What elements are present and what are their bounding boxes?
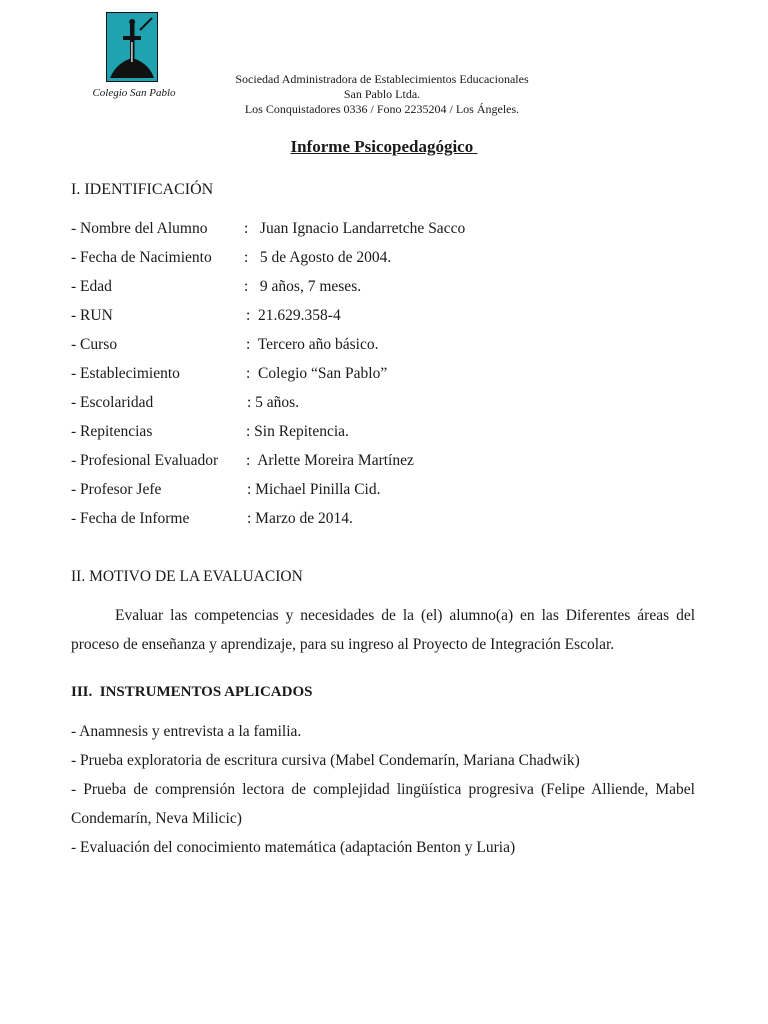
organization-header xyxy=(200,72,564,117)
ident-value: : Colegio “San Pablo” xyxy=(246,365,388,382)
section-motivo-heading: II. MOTIVO DE LA EVALUACION xyxy=(71,568,303,585)
ident-value: : 5 de Agosto de 2004. xyxy=(244,249,392,266)
ident-label: - Fecha de Informe xyxy=(71,510,190,527)
ident-value: : Juan Ignacio Landarretche Sacco xyxy=(244,220,466,237)
ident-label: - Profesor Jefe xyxy=(71,481,162,498)
page-title: Informe Psicopedagógico xyxy=(290,137,478,156)
ident-value: : 9 años, 7 meses. xyxy=(244,278,362,295)
instrument-item: - Anamnesis y entrevista a la familia. xyxy=(71,723,302,740)
section-identificacion-heading: I. IDENTIFICACIÓN xyxy=(71,181,214,198)
ident-label: - Profesional Evaluador xyxy=(71,452,219,469)
ident-label: - Repitencias xyxy=(71,423,153,440)
org-company: San Pablo Ltda. xyxy=(343,87,421,101)
ident-value: : Sin Repitencia. xyxy=(246,423,349,440)
ident-label: - Curso xyxy=(71,336,118,353)
ident-label: - Nombre del Alumno xyxy=(71,220,208,237)
ident-label: - RUN xyxy=(71,307,113,324)
instrument-item: - Prueba exploratoria de escritura cursiva (Mabel Condemarín, Mariana Chadwik) xyxy=(71,752,580,769)
ident-label: - Fecha de Nacimiento xyxy=(71,249,212,266)
org-address: Los Conquistadores 0336 / Fono 2235204 / Los Ángeles. xyxy=(244,102,520,116)
ident-value: : Arlette Moreira Martínez xyxy=(246,452,414,469)
logo-caption: Colegio San Pablo xyxy=(92,87,176,99)
instrument-item: - Prueba de comprensión lectora de complejidad lingüística progresiva (Felipe Alliende, Mabel Condemarín, Neva Milicic) xyxy=(71,781,695,827)
motivo-text: Evaluar las competencias y necesidades de la (el) alumno(a) en las Diferentes áreas del proceso de enseñanza y aprendizaje, para su ingreso al Proyecto de Integración Escolar. xyxy=(71,607,695,653)
motivo-paragraph xyxy=(71,601,695,659)
ident-label: - Escolaridad xyxy=(71,394,154,411)
ident-value: : Tercero año básico. xyxy=(246,336,379,353)
sword-shield-icon xyxy=(106,12,158,82)
ident-value: : 5 años. xyxy=(247,394,300,411)
section-instrumentos-heading: III. INSTRUMENTOS APLICADOS xyxy=(71,684,313,700)
org-name: Sociedad Administradora de Establecimientos Educacionales xyxy=(235,72,529,86)
ident-value: : 21.629.358-4 xyxy=(246,307,341,324)
ident-label: - Edad xyxy=(71,278,112,295)
ident-value: : Michael Pinilla Cid. xyxy=(247,481,381,498)
instrument-item: - Evaluación del conocimiento matemática (adaptación Benton y Luria) xyxy=(71,839,516,856)
ident-label: - Establecimiento xyxy=(71,365,180,382)
ident-value: : Marzo de 2014. xyxy=(247,510,353,527)
